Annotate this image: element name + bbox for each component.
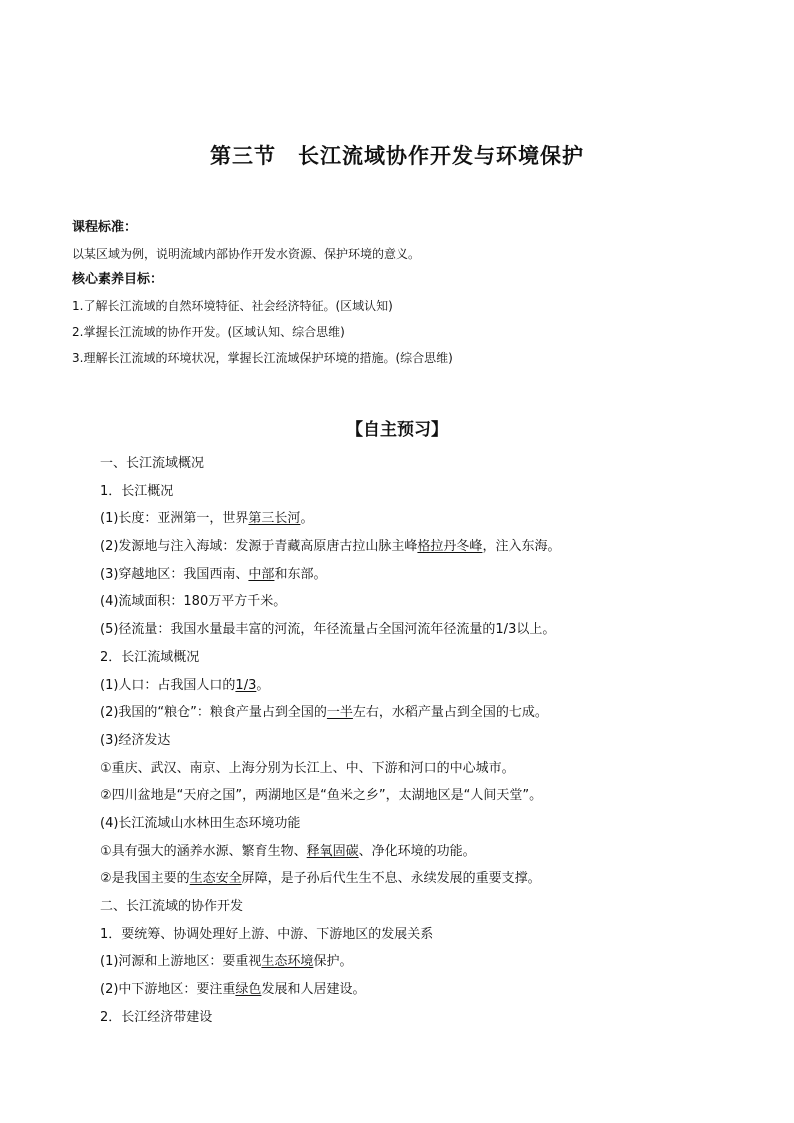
standards-heading: 课程标准： [72, 220, 138, 235]
standards-text: 以某区域为例，说明流域内部协作开发水资源、保护环境的意义。 [72, 247, 421, 261]
page-title: 第三节 长江流域协作开发与环境保护 [210, 143, 584, 168]
goal-item: 3.理解长江流域的环境状况，掌握长江流域保护环境的措施。(综合思维) [72, 351, 453, 365]
content-line [100, 533, 740, 561]
line-text: 。 [300, 511, 314, 527]
content-line [100, 616, 740, 644]
content-line [100, 948, 740, 976]
content-line [100, 672, 740, 700]
content-line [100, 838, 740, 866]
underlined-term: 一半 [326, 705, 353, 721]
line-text: 1．要统筹、协调处理好上游、中游、下游地区的发展关系 [100, 926, 434, 942]
underlined-term: 绿色 [235, 982, 262, 998]
content-line [100, 810, 740, 838]
underlined-term: 释氧固碳 [306, 843, 359, 859]
line-text: 发展和人居建设。 [261, 982, 366, 998]
content-line [100, 1004, 740, 1032]
line-text: 、净化环境的功能。 [358, 843, 476, 859]
underlined-term: 1/3 [235, 677, 257, 693]
underlined-term: 第三长河 [248, 511, 301, 527]
line-text: (5)径流量：我国水量最丰富的河流，年径流量占全国河流年径流量的1/3以上。 [100, 622, 556, 638]
line-text: 二、长江流域的协作开发 [100, 899, 244, 914]
line-text: 和东部。 [274, 566, 327, 582]
line-text: 2．长江经济带建设 [100, 1009, 213, 1025]
line-text: ，注入东海。 [482, 539, 561, 555]
content-line [100, 588, 740, 616]
content-line [100, 921, 740, 949]
content-line [100, 782, 740, 810]
content-line [100, 478, 740, 506]
line-text: (3)经济发达 [100, 732, 171, 748]
line-text: (4)长江流域山水林田生态环境功能 [100, 815, 301, 831]
line-text: (2)发源地与注入海域：发源于青藏高原唐古拉山脉主峰 [100, 539, 418, 555]
line-text: (1)人口：占我国人口的 [100, 677, 236, 693]
underlined-term: 中部 [248, 566, 275, 582]
line-text: ①具有强大的涵养水源、繁育生物、 [100, 843, 307, 859]
content-line [100, 505, 740, 533]
course-standards [72, 215, 732, 371]
line-text: 屏障，是子孙后代生生不息、永续发展的重要支撑。 [241, 871, 541, 887]
line-text: ①重庆、武汉、南京、上海分别为长江上、中、下游和河口的中心城市。 [100, 760, 515, 776]
line-text: 。 [256, 677, 270, 693]
content-line [100, 644, 740, 672]
preview-content [100, 450, 740, 1031]
content-line [100, 699, 740, 727]
line-text: (1)河源和上游地区：要重视 [100, 954, 262, 970]
content-line [100, 865, 740, 893]
goals-heading: 核心素养目标： [72, 272, 164, 287]
underlined-term: 格拉丹冬峰 [417, 539, 483, 555]
line-text: 一、长江流域概况 [100, 456, 205, 471]
line-text: 左右，水稻产量占到全国的七成。 [352, 705, 548, 721]
line-text: 2．长江流域概况 [100, 649, 200, 665]
underlined-term: 生态环境 [261, 954, 314, 970]
line-text: 1．长江概况 [100, 483, 174, 499]
section-heading: 【自主预习】 [346, 420, 448, 440]
line-text: (1)长度：亚洲第一，世界 [100, 511, 249, 527]
content-line [100, 450, 740, 478]
line-text: (3)穿越地区：我国西南、 [100, 566, 249, 582]
content-line [100, 561, 740, 589]
line-text: (2)我国的“粮仓”：粮食产量占到全国的 [100, 705, 327, 721]
line-text: (2)中下游地区：要注重 [100, 982, 236, 998]
content-line [100, 755, 740, 783]
line-text: 保护。 [313, 954, 353, 970]
goal-item: 2.掌握长江流域的协作开发。(区域认知、综合思维) [72, 325, 345, 339]
underlined-term: 生态安全 [189, 871, 242, 887]
line-text: (4)流域面积：180万平方千米。 [100, 594, 287, 610]
content-line [100, 727, 740, 755]
line-text: ②四川盆地是“天府之国”，两湖地区是“鱼米之乡”，太湖地区是“人间天堂”。 [100, 788, 543, 804]
goal-item: 1.了解长江流域的自然环境特征、社会经济特征。(区域认知) [72, 299, 393, 313]
content-line [100, 893, 740, 921]
content-line [100, 976, 740, 1004]
line-text: ②是我国主要的 [100, 871, 190, 887]
